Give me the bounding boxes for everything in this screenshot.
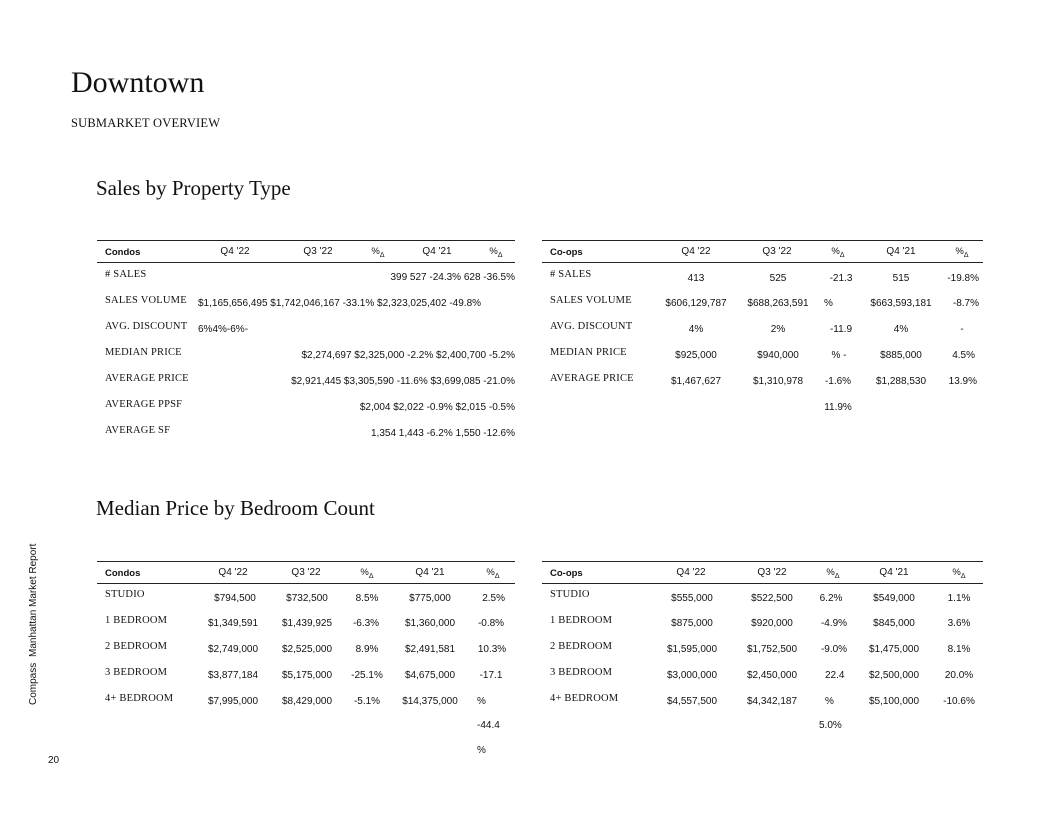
cell-value: $920,000 <box>751 618 793 629</box>
col-header-delta <box>489 246 502 259</box>
col-header-delta <box>360 567 373 580</box>
table-top-rule <box>97 561 515 562</box>
cell-value: $3,877,184 <box>207 670 259 681</box>
row-label: MEDIAN PRICE <box>550 347 627 358</box>
cell-value: $2,500,000 <box>868 670 920 681</box>
cell-value: $663,593,181 <box>870 298 932 309</box>
cell-value: $1,360,000 <box>404 618 456 629</box>
sales-coops-table <box>542 240 983 420</box>
cell-value-overflow: % <box>477 745 486 756</box>
col-header-delta <box>952 567 965 580</box>
row-label: 3 BEDROOM <box>105 667 168 678</box>
delta-percent: % <box>360 567 369 578</box>
row-label: 2 BEDROOM <box>105 641 168 652</box>
cell-value: -4.9% <box>820 618 848 629</box>
cell-value: $1,595,000 <box>666 644 718 655</box>
row-label: 4+ BEDROOM <box>105 693 174 704</box>
sales-condos-table <box>97 240 515 440</box>
cell-value: $1,752,500 <box>746 644 798 655</box>
table-label: Co-ops <box>550 247 583 258</box>
cell-value: % <box>477 696 486 707</box>
row-label: AVERAGE SF <box>105 425 171 436</box>
cell-value: $522,500 <box>751 593 793 604</box>
row-label: AVERAGE PRICE <box>550 373 634 384</box>
delta-icon: Δ <box>494 572 500 580</box>
cell-value-overflow: 5.0% <box>819 720 842 731</box>
col-header: Q4 '21 <box>886 246 916 257</box>
table-top-rule <box>542 240 983 241</box>
col-header: Q4 '21 <box>879 567 909 578</box>
cell-value: -19.8% <box>947 273 979 284</box>
cell-value: $1,439,925 <box>281 618 333 629</box>
row-label: # SALES <box>105 269 147 280</box>
row-label: SALES VOLUME <box>550 295 632 306</box>
side-report-name: Manhattan Market Report <box>28 543 39 657</box>
delta-percent: % <box>952 567 961 578</box>
table-label: Condos <box>105 568 141 579</box>
table-label: Co-ops <box>550 568 583 579</box>
table-header-rule <box>97 262 515 263</box>
delta-percent: % <box>831 246 840 257</box>
row-label: AVERAGE PPSF <box>105 399 183 410</box>
cell-value: $555,000 <box>671 593 713 604</box>
col-header: Q3 '22 <box>291 567 321 578</box>
cell-value: $1,467,627 <box>670 376 722 387</box>
sales-section-heading: Sales by Property Type <box>96 176 291 200</box>
row-label: AVG. DISCOUNT <box>550 321 633 332</box>
page-number: 20 <box>48 755 60 766</box>
cell-value: $2,749,000 <box>207 644 259 655</box>
col-header-delta <box>486 567 499 580</box>
cell-value: 2.5% <box>482 593 505 604</box>
row-label: 2 BEDROOM <box>550 641 613 652</box>
delta-icon: Δ <box>963 251 969 259</box>
cell-value: 4% <box>688 324 704 335</box>
delta-percent: % <box>489 246 498 257</box>
cell-value: -11.9 <box>829 324 853 335</box>
cell-value: $4,675,000 <box>404 670 456 681</box>
cell-value: $794,500 <box>214 593 256 604</box>
cell-value: $2,491,581 <box>404 644 456 655</box>
side-brand: Compass <box>28 662 39 705</box>
cell-value: 1.1% <box>947 593 971 604</box>
cell-value: -17.1 <box>479 670 503 681</box>
delta-icon: Δ <box>368 572 374 580</box>
cell-value: $8,429,000 <box>281 696 333 707</box>
delta-percent: % <box>955 246 964 257</box>
cell-value: $845,000 <box>873 618 915 629</box>
cell-value: $3,000,000 <box>666 670 718 681</box>
cell-value: 4% <box>893 324 909 335</box>
cell-value: $5,175,000 <box>281 670 333 681</box>
col-header: Q3 '22 <box>303 246 333 257</box>
row-label: 1 BEDROOM <box>550 615 613 626</box>
cell-value: 8.1% <box>947 644 971 655</box>
row-label: 1 BEDROOM <box>105 615 168 626</box>
delta-percent: % <box>826 567 835 578</box>
cell-value: $2,450,000 <box>746 670 798 681</box>
cell-value: -25.1% <box>351 670 383 681</box>
row-label: AVG. DISCOUNT <box>105 321 188 332</box>
cell-value: 10.3% <box>477 644 507 655</box>
row-label: STUDIO <box>550 589 590 600</box>
row-label: 3 BEDROOM <box>550 667 613 678</box>
cell-value: $885,000 <box>880 350 922 361</box>
page-subtitle: SUBMARKET OVERVIEW <box>71 116 221 130</box>
col-header-delta <box>371 246 384 259</box>
cell-value: 2% <box>770 324 786 335</box>
cell-value: -9.0% <box>820 644 848 655</box>
delta-icon: Δ <box>839 251 845 259</box>
col-header: Q4 '22 <box>681 246 711 257</box>
cell-value-overflow: 11.9% <box>824 402 852 413</box>
table-header-rule <box>97 583 515 584</box>
row-label: MEDIAN PRICE <box>105 347 182 358</box>
col-header: Q4 '22 <box>218 567 248 578</box>
row-label: AVERAGE PRICE <box>105 373 189 384</box>
cell-value: 413 <box>687 273 705 284</box>
bedroom-section-heading: Median Price by Bedroom Count <box>96 496 375 520</box>
delta-icon: Δ <box>834 572 840 580</box>
cell-value: 3.6% <box>947 618 971 629</box>
cell-value: $606,129,787 <box>665 298 727 309</box>
cell-value: 22.4 <box>825 670 845 681</box>
delta-icon: Δ <box>497 251 503 259</box>
col-header: Q3 '22 <box>757 567 787 578</box>
cell-value: -5.1% <box>353 696 381 707</box>
cell-value: -0.8% <box>477 618 505 629</box>
cell-value: $5,100,000 <box>868 696 920 707</box>
cell-value: 515 <box>892 273 910 284</box>
col-header: Q4 '21 <box>422 246 452 257</box>
cell-value: $688,263,591 <box>747 298 809 309</box>
table-label: Condos <box>105 247 141 258</box>
row-label: STUDIO <box>105 589 145 600</box>
delta-percent: % <box>486 567 495 578</box>
side-caption <box>28 545 48 710</box>
cell-value: $1,288,530 <box>875 376 927 387</box>
table-top-rule <box>97 240 515 241</box>
row-label: # SALES <box>550 269 592 280</box>
cell-value-overflow: -44.4 <box>477 720 500 731</box>
cell-value: $1,310,978 <box>752 376 804 387</box>
row-values: $2,004 $2,022 -0.9% $2,015 -0.5% <box>359 402 515 413</box>
col-header: Q4 '21 <box>415 567 445 578</box>
row-label: SALES VOLUME <box>105 295 187 306</box>
cell-value: $14,375,000 <box>402 696 458 707</box>
delta-percent: % <box>371 246 380 257</box>
cell-value: $875,000 <box>671 618 713 629</box>
cell-value: $732,500 <box>286 593 328 604</box>
delta-icon: Δ <box>379 251 385 259</box>
row-values: 6%4%-6%- <box>198 324 249 335</box>
col-header-delta <box>955 246 968 259</box>
cell-value: $1,349,591 <box>207 618 259 629</box>
cell-value: 13.9% <box>948 376 977 387</box>
cell-value: - <box>960 324 964 335</box>
col-header: Q3 '22 <box>762 246 792 257</box>
table-header-rule <box>542 583 983 584</box>
cell-value: -8.7% <box>952 298 979 309</box>
col-header-delta <box>826 567 839 580</box>
page-title: Downtown <box>71 66 205 99</box>
row-values: $1,165,656,495 $1,742,046,167 -33.1% $2,323,025,402 -49.8% <box>198 298 482 309</box>
row-values: $2,274,697 $2,325,000 -2.2% $2,400,700 -5.2% <box>301 350 515 361</box>
cell-value: % <box>824 298 833 309</box>
cell-value: $549,000 <box>873 593 915 604</box>
col-header-delta <box>831 246 844 259</box>
bedroom-coops-table <box>542 561 983 741</box>
cell-value: $940,000 <box>757 350 799 361</box>
cell-value: -6.3% <box>352 618 380 629</box>
col-header: Q4 '22 <box>676 567 706 578</box>
cell-value: 20.0% <box>944 670 974 681</box>
cell-value: -10.6% <box>943 696 975 707</box>
table-header-rule <box>542 262 983 263</box>
cell-value: -1.6% <box>824 376 852 387</box>
row-values: 399 527 -24.3% 628 -36.5% <box>390 272 515 283</box>
delta-icon: Δ <box>960 572 966 580</box>
row-values: 1,354 1,443 -6.2% 1,550 -12.6% <box>371 428 515 439</box>
col-header: Q4 '22 <box>220 246 250 257</box>
cell-value: $4,342,187 <box>746 696 798 707</box>
row-values: $2,921,445 $3,305,590 -11.6% $3,699,085 -21.0% <box>291 376 515 387</box>
cell-value: 525 <box>769 273 787 284</box>
cell-value: $1,475,000 <box>868 644 920 655</box>
bedroom-condos-table <box>97 561 515 761</box>
cell-value: -21.3 <box>829 273 853 284</box>
cell-value: $925,000 <box>675 350 717 361</box>
cell-value: % <box>825 696 834 707</box>
cell-value: $2,525,000 <box>281 644 333 655</box>
table-top-rule <box>542 561 983 562</box>
cell-value: 4.5% <box>952 350 975 361</box>
cell-value: 8.9% <box>355 644 379 655</box>
cell-value: 6.2% <box>819 593 843 604</box>
row-label: 4+ BEDROOM <box>550 693 619 704</box>
cell-value: $4,557,500 <box>666 696 718 707</box>
cell-value: $775,000 <box>409 593 451 604</box>
cell-value: % - <box>831 350 847 361</box>
cell-value: 8.5% <box>355 593 379 604</box>
cell-value: $7,995,000 <box>207 696 259 707</box>
